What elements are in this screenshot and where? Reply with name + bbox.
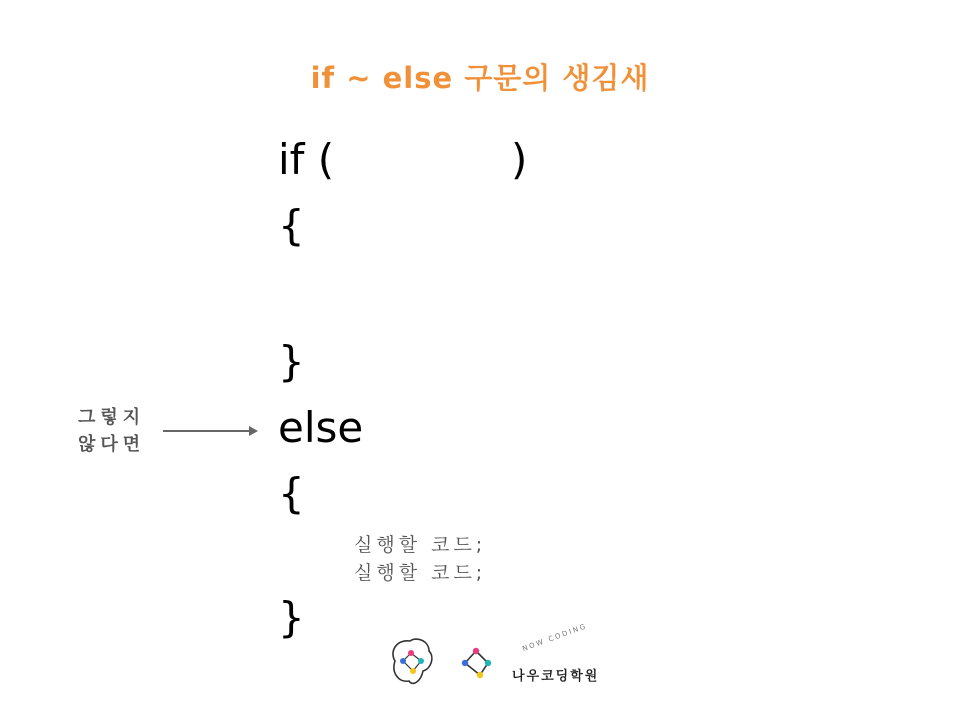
diamond-logo-icon	[462, 648, 491, 678]
brain-logo-icon	[393, 639, 432, 683]
otherwise-label-line2: 않다면	[78, 434, 146, 455]
if-brace-close: }	[278, 337, 305, 386]
else-statement-1: 실행할 코드;	[354, 534, 487, 556]
brand-name: 나우코딩학원	[512, 669, 600, 684]
otherwise-label-line1: 그렇지	[78, 407, 146, 428]
otherwise-label	[78, 404, 145, 458]
else-keyword: else	[278, 403, 364, 452]
if-close-paren: )	[511, 135, 528, 184]
if-keyword: if (	[278, 135, 335, 184]
else-brace-close: }	[278, 593, 305, 642]
else-statement-2: 실행할 코드;	[354, 562, 487, 584]
arrow-right-icon	[163, 424, 259, 438]
logo-icons	[385, 633, 605, 693]
else-brace-open: {	[278, 469, 305, 518]
slide-title: if ~ else 구문의 생김새	[310, 61, 650, 95]
if-brace-open: {	[278, 201, 305, 250]
brand-subtitle: NOW CODING	[521, 622, 589, 653]
